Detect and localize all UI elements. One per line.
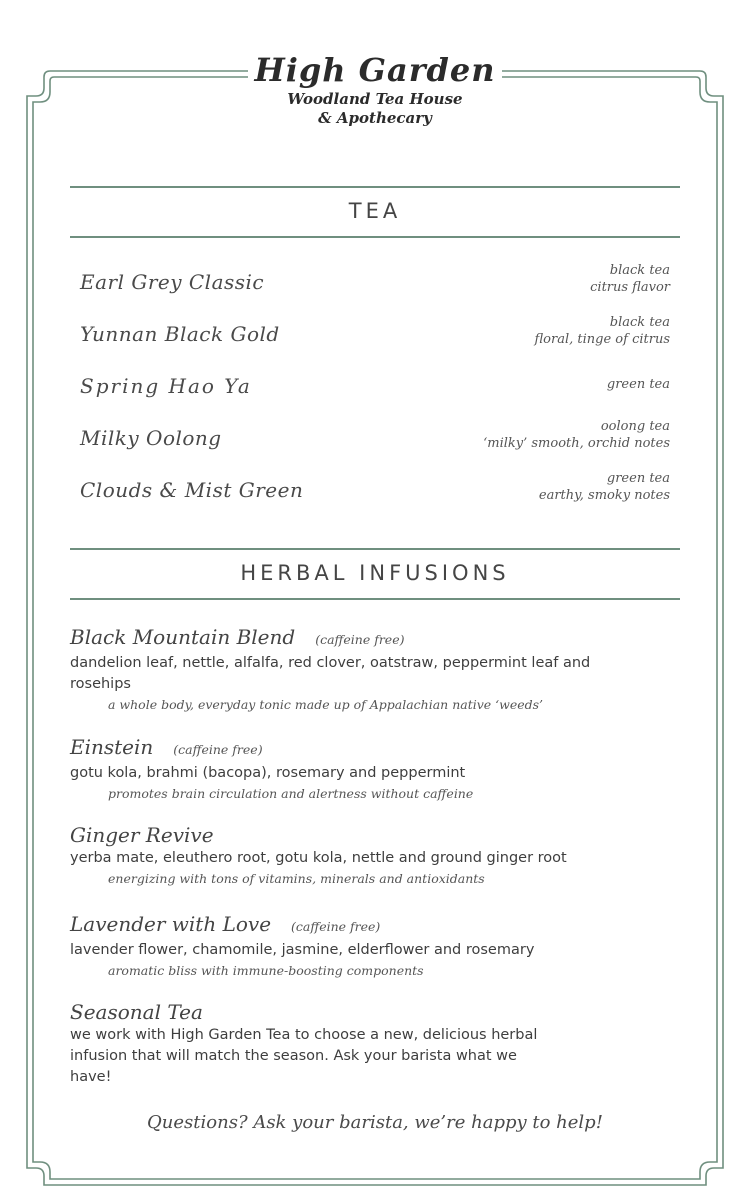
tea-item [80,418,670,458]
caffeine-note: (caffeine free) [173,742,263,757]
divider [70,598,680,600]
section-title-tea: TEA [348,199,402,223]
tea-item [80,314,670,354]
herbal-description: a whole body, everyday tonic made up of Appalachian native ‘weeds’ [108,697,544,712]
divider [70,186,680,188]
caffeine-note: (caffeine free) [315,632,405,647]
tea-item [80,262,670,302]
herbal-description: energizing with tons of vitamins, minerals and antioxidants [108,871,485,886]
herbal-ingredients: yerba mate, eleuthero root, gotu kola, nettle and ground ginger root [70,850,567,866]
herbal-ingredients: dandelion leaf, nettle, alfalfa, red clover, oatstraw, peppermint leaf and rosehips [70,655,591,692]
tea-item [80,470,670,510]
tea-notes [483,418,670,452]
herbal-item [70,911,630,981]
logo-title: High Garden [254,51,496,89]
tea-notes [535,314,670,348]
tea-type: oolong tea [600,419,670,434]
herbal-ingredients: gotu kola, brahmi (bacopa), rosemary and peppermint [70,765,466,781]
tea-name: Yunnan Black Gold [80,322,280,346]
tea-flavor: floral, tinge of citrus [534,332,670,347]
tea-notes [539,470,670,504]
footer-note: Questions? Ask your barista, we’re happy to help! [147,1112,603,1133]
section-title-herbal: HERBAL INFUSIONS [240,561,510,585]
herbal-ingredients: we work with High Garden Tea to choose a new, delicious herbal infusion that will match the season. Ask your barista what we have! [70,1027,538,1085]
herbal-name: Seasonal Tea [70,1000,203,1024]
herbal-description: promotes brain circulation and alertness without caffeine [108,786,474,801]
herbal-item [70,624,630,715]
logo-subtitle: Woodland Tea House [287,90,463,108]
herbal-name: Ginger Revive [70,823,214,847]
herbal-item [70,822,630,889]
herbal-name: Black Mountain Blend [70,625,296,649]
herbal-name: Lavender with Love [70,912,272,936]
tea-flavor: citrus flavor [590,280,670,295]
tea-type: black tea [609,315,670,330]
tea-name: Earl Grey Classic [80,270,265,294]
herbal-name: Einstein [70,735,154,759]
tea-name: Spring Hao Ya [80,374,252,398]
tea-flavor: ‘milky’ smooth, orchid notes [483,436,670,451]
divider [70,236,680,238]
herbal-ingredients: lavender flower, chamomile, jasmine, elderflower and rosemary [70,942,535,958]
tea-flavor: earthy, smoky notes [538,488,670,503]
herbal-item [70,999,560,1088]
tea-name: Clouds & Mist Green [80,478,304,502]
tea-type: black tea [609,263,670,278]
divider [70,548,680,550]
logo-tagline: & Apothecary [318,109,432,127]
tea-name: Milky Oolong [80,426,222,450]
caffeine-note: (caffeine free) [291,919,381,934]
tea-type: green tea [606,471,670,486]
tea-type: green tea [606,377,670,392]
tea-notes [607,376,670,393]
logo [250,52,500,128]
herbal-item [70,734,630,804]
tea-notes [590,262,670,296]
tea-item [80,366,670,406]
herbal-description: aromatic bliss with immune-boosting components [108,963,424,978]
